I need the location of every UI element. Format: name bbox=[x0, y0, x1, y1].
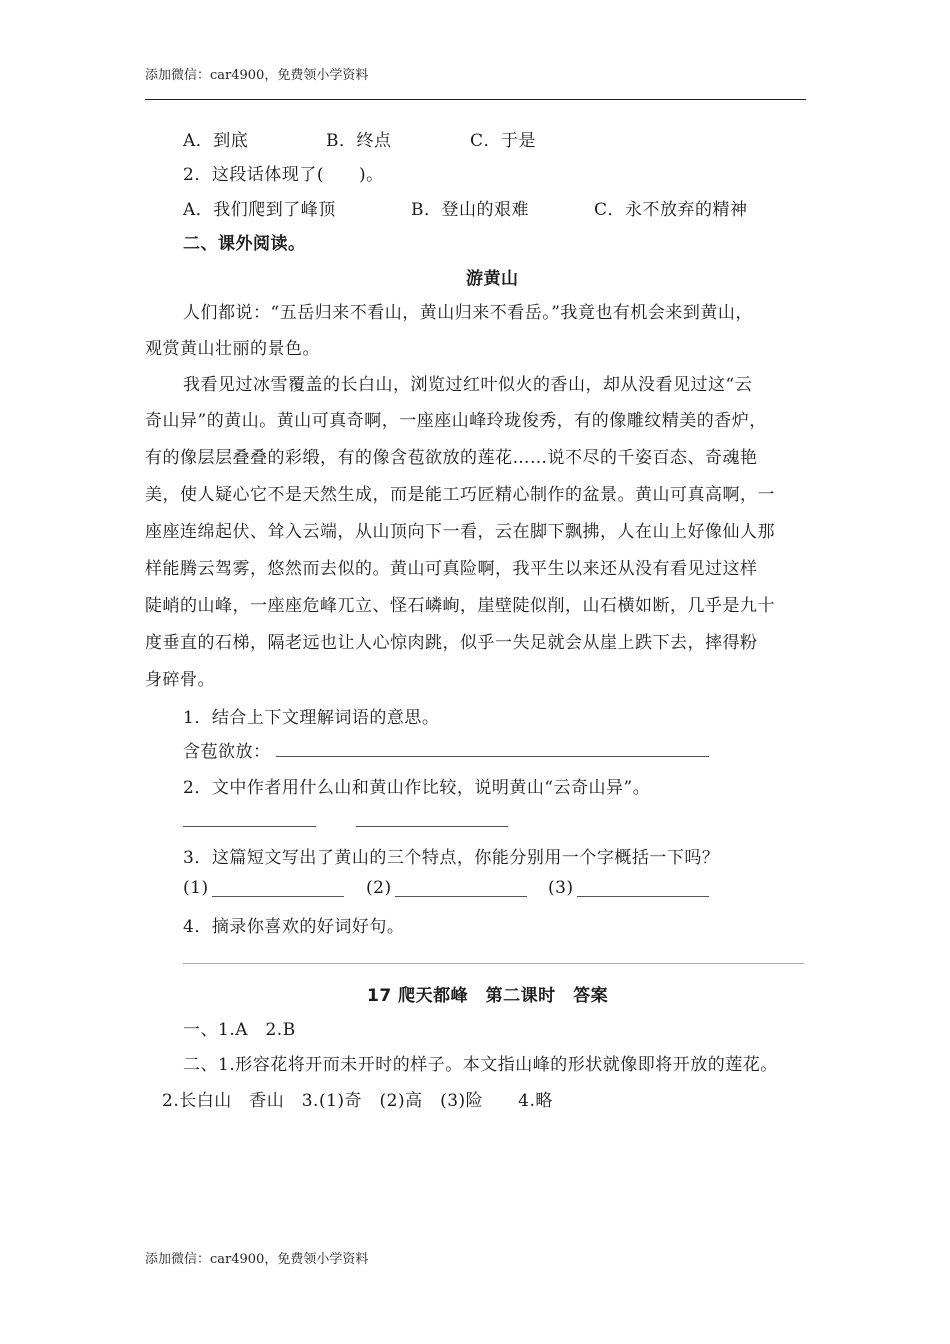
header-note: 添加微信：car4900，免费领小学资料 bbox=[145, 68, 369, 83]
question-1-label: 含苞欲放： bbox=[183, 742, 271, 762]
passage-line: 座座连绵起伏、耸入云端，从山顶向下一看，云在脚下飘拂，人在山上好像仙人那 bbox=[145, 522, 775, 542]
passage-line: 有的像层层叠叠的彩缎，有的像含苞欲放的莲花……说不尽的千姿百态、奇魂艳 bbox=[145, 448, 758, 468]
question-2: 2．这段话体现了( )。 bbox=[183, 165, 384, 185]
option-a: A．我们爬到了峰顶 bbox=[183, 200, 336, 220]
header-rule bbox=[145, 99, 806, 100]
answer-line: 二、1.形容花将开而未开时的样子。本文指山峰的形状就像即将开放的莲花。 bbox=[183, 1055, 778, 1075]
passage-line: 观赏黄山壮丽的景色。 bbox=[145, 339, 320, 359]
blank-label-1: (1) bbox=[183, 878, 209, 898]
passage-title: 游黄山 bbox=[466, 269, 519, 289]
passage-line: 人们都说：“五岳归来不看山，黄山归来不看岳。”我竟也有机会来到黄山， bbox=[183, 303, 753, 323]
passage-line: 我看见过冰雪覆盖的长白山，浏览过红叶似火的香山，却从没看见过这“云 bbox=[183, 375, 753, 395]
answer-line: 2.长白山 香山 3.(1)奇 (2)高 (3)险 4.略 bbox=[162, 1091, 553, 1111]
passage-line: 美，使人疑心它不是天然生成，而是能工巧匠精心制作的盆景。黄山可真高啊，一 bbox=[145, 485, 775, 505]
option-c: C．永不放弃的精神 bbox=[594, 200, 748, 220]
answer-line: 一、1.A 2.B bbox=[183, 1020, 296, 1040]
option-b: B．终点 bbox=[326, 131, 392, 151]
question-3: 3．这篇短文写出了黄山的三个特点，你能分别用一个字概括一下吗？ bbox=[183, 848, 720, 868]
passage-line: 样能腾云驾雾，悠然而去似的。黄山可真险啊，我平生以来还从没有看见过这样 bbox=[145, 559, 758, 579]
question-1: 1．结合上下文理解词语的意思。 bbox=[183, 708, 440, 728]
question-4: 4．摘录你喜欢的好词好句。 bbox=[183, 917, 405, 937]
answer-blank[interactable] bbox=[395, 896, 527, 897]
answer-blank[interactable] bbox=[183, 826, 316, 827]
blank-label-2: (2) bbox=[366, 878, 392, 898]
answer-blank[interactable] bbox=[577, 896, 709, 897]
passage-line: 度垂直的石梯，隔老远也让人心惊肉跳，似乎一失足就会从崖上跌下去，摔得粉 bbox=[145, 633, 758, 653]
separator-rule bbox=[183, 963, 804, 964]
option-b: B．登山的艰难 bbox=[411, 200, 529, 220]
answer-blank[interactable] bbox=[276, 756, 709, 757]
passage-line: 陡峭的山峰，一座座危峰兀立、怪石嶙峋，崖壁陡似削，山石横如断，几乎是九十 bbox=[145, 596, 775, 616]
answer-blank[interactable] bbox=[356, 826, 508, 827]
section-heading: 二、课外阅读。 bbox=[183, 234, 306, 254]
footer-note: 添加微信：car4900，免费领小学资料 bbox=[145, 1252, 369, 1267]
question-2: 2．文中作者用什么山和黄山作比较，说明黄山“云奇山异”。 bbox=[183, 778, 651, 798]
blank-label-3: (3) bbox=[548, 878, 574, 898]
option-a: A．到底 bbox=[183, 131, 249, 151]
passage-line: 奇山异”的黄山。黄山可真奇啊，一座座山峰玲珑俊秀，有的像雕纹精美的香炉， bbox=[145, 411, 767, 431]
option-c: C．于是 bbox=[470, 131, 537, 151]
answer-blank[interactable] bbox=[212, 896, 344, 897]
answer-title: 17 爬天都峰 第二课时 答案 bbox=[367, 986, 609, 1006]
passage-line: 身碎骨。 bbox=[145, 670, 215, 690]
